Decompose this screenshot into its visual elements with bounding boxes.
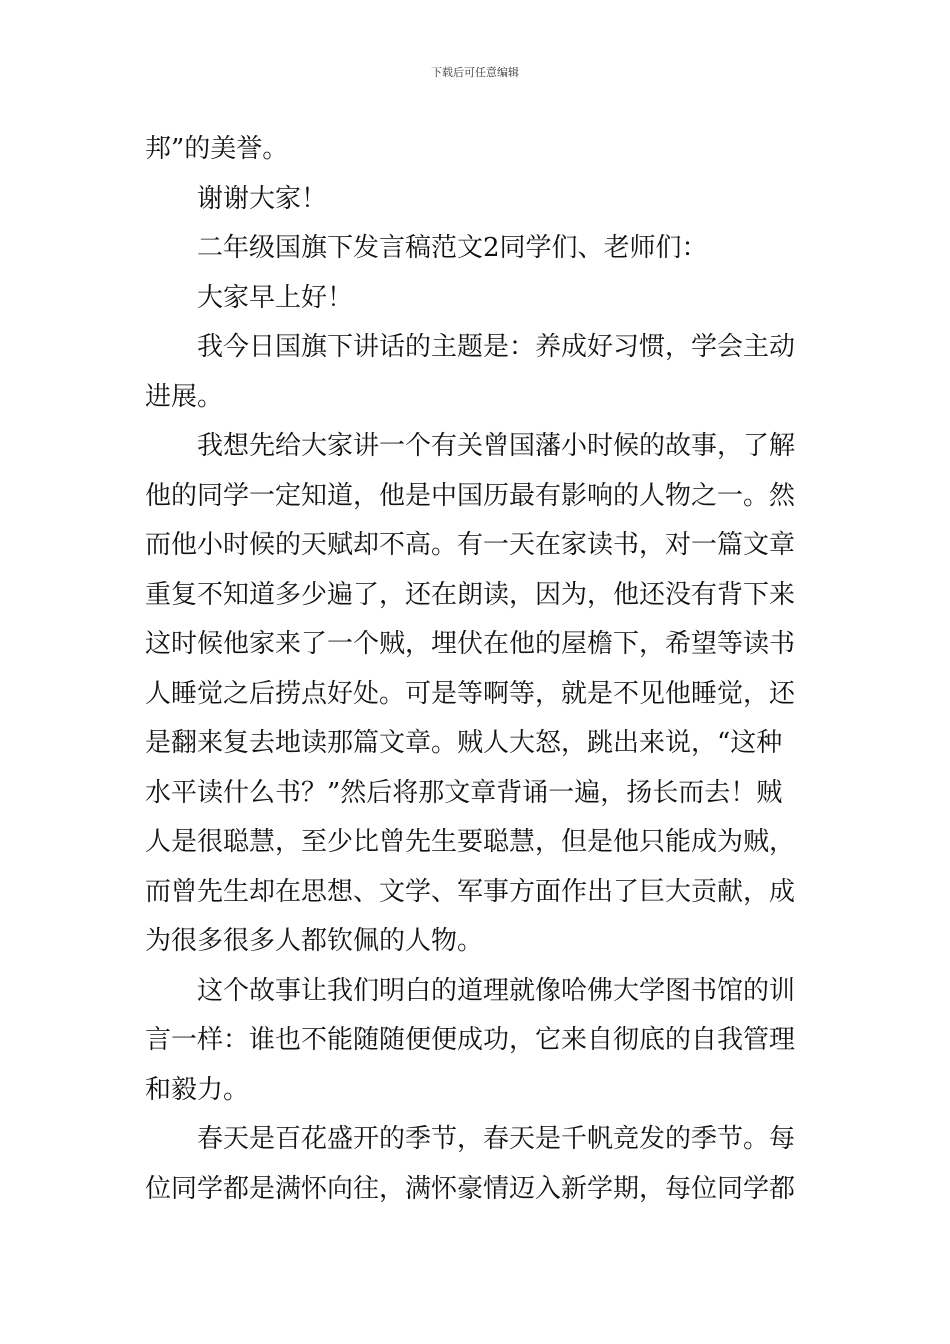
text-line: 我今日国旗下讲话的主题是：养成好习惯，学会主动: [197, 332, 796, 362]
text-line: 而他小时候的天赋却不高。有一天在家读书，对一篇文章: [145, 530, 796, 560]
text-line: 位同学都是满怀向往，满怀豪情迈入新学期，每位同学都: [145, 1173, 796, 1204]
text-line: 大家早上好！: [197, 282, 354, 313]
text-line: 二年级国旗下发言稿范文2同学们、老师们：: [197, 233, 708, 263]
text-line: 重复不知道多少遍了，还在朗读，因为，他还没有背下来: [145, 579, 796, 610]
text-line: 人睡觉之后捞点好处。可是等啊等，就是不见他睡觉，还: [145, 678, 796, 709]
text-line: 这时候他家来了一个贼，埋伏在他的屋檐下，希望等读书: [145, 629, 796, 659]
text-line: 邦”的美誉。: [145, 134, 289, 164]
text-line: 而曾先生却在思想、文学、军事方面作出了巨大贡献，成: [145, 876, 796, 907]
text-line: 这个故事让我们明白的道理就像哈佛大学图书馆的训: [197, 975, 796, 1006]
text-line: 他的同学一定知道，他是中国历最有影响的人物之一。然: [145, 480, 796, 511]
document-body: [145, 125, 809, 1214]
text-line: 人是很聪慧，至少比曾先生要聪慧，但是他只能成为贼，: [145, 827, 796, 857]
text-line: 春天是百花盛开的季节，春天是千帆竞发的季节。每: [197, 1124, 796, 1154]
text-line: 为很多很多人都钦佩的人物。: [145, 926, 484, 956]
text-line: 是翻来复去地读那篇文章。贼人大怒，跳出来说，“这种: [145, 728, 783, 758]
text-line: 和毅力。: [145, 1074, 250, 1105]
text-line: 言一样：谁也不能随随便便成功，它来自彻底的自我管理: [145, 1025, 796, 1055]
text-line: 我想先给大家讲一个有关曾国藩小时候的故事，了解: [197, 431, 796, 461]
text-line: 谢谢大家！: [197, 183, 328, 214]
text-line: 水平读什么书？”然后将那文章背诵一遍，扬长而去！贼: [145, 777, 783, 808]
page-header: 下载后可任意编辑: [431, 66, 519, 79]
text-line: 进展。: [145, 381, 224, 412]
